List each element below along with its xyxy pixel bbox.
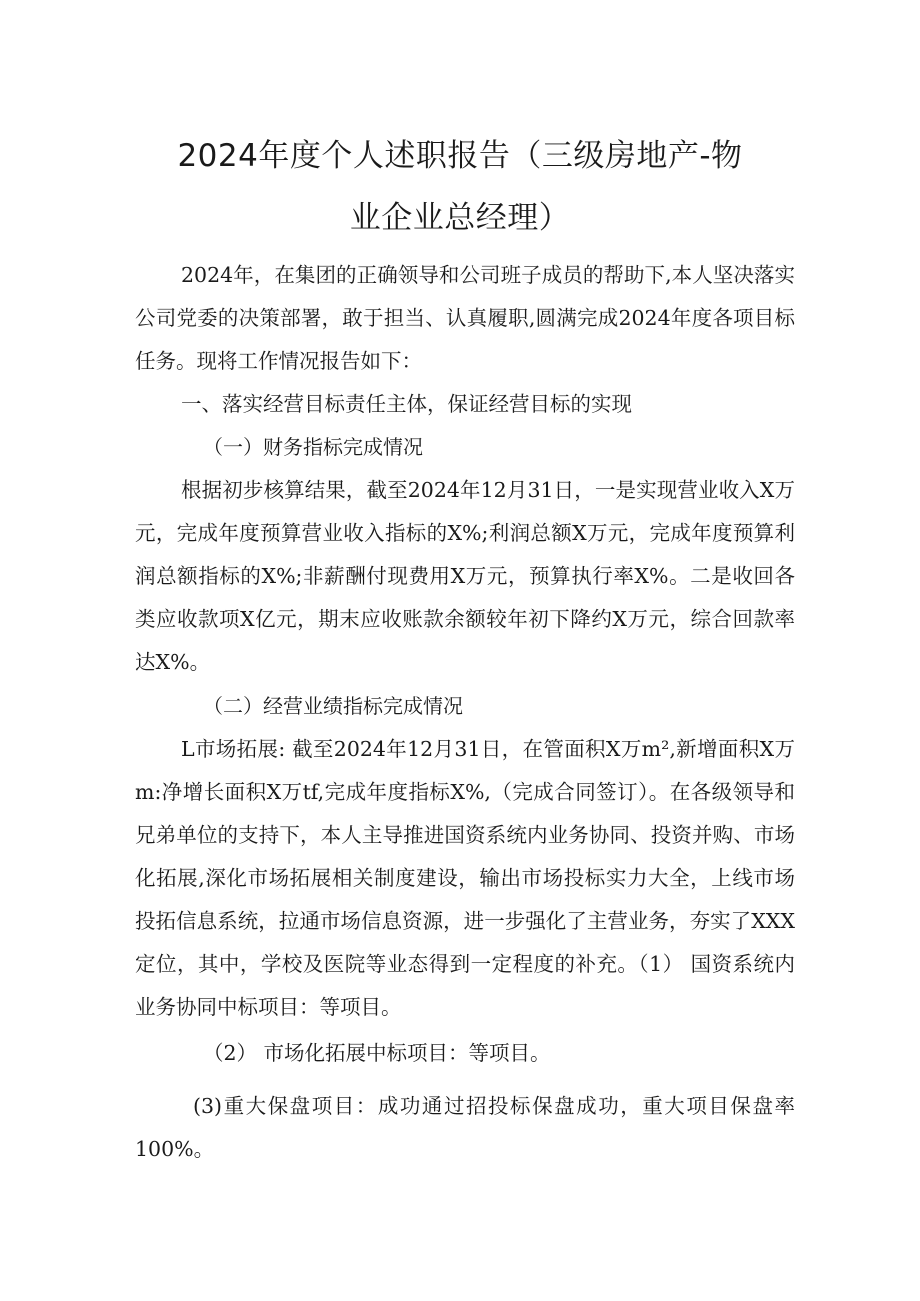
section-1-heading: 一、落实经营目标责任主体，保证经营目标的实现: [181, 392, 632, 416]
document-title-line-1: 2024年度个人述职报告（三级房地产-物: [177, 138, 743, 174]
subsection-1-heading: （一）财务指标完成情况: [203, 435, 423, 459]
intro-paragraph: 2024年，在集团的正确领导和公司班子成员的帮助下,本人坚决落实公司党委的决策部署，敢于担当、认真履职,圆满完成2024年度各项目标任务。现将工作情况报告如下：: [135, 263, 795, 373]
item-2-paragraph: （2） 市场化拓展中标项目：等项目。: [203, 1041, 551, 1065]
market-expansion-paragraph: L市场拓展: 截至2024年12月31日，在管面积X万m²,新增面积X万m:净增长面积X万tf,完成年度指标X%,（完成合同签订）。在各级领导和兄弟单位的支持下，本人主导推进国资系统内业务协同、投资并购、市场化拓展,深化市场拓展相关制度建设，输出市场投标实力大全，上线市场投拓信息系统，拉通市场信息资源，进一步强化了主营业务，夯实了XXX定位，其中，学校及医院等业态得到一定程度的补充。（1） 国资系统内业务协同中标项目：等项目。: [135, 737, 795, 1019]
subsection-2-heading: （二）经营业绩指标完成情况: [203, 694, 463, 718]
document-title-line-2: 业企业总经理）: [349, 200, 571, 236]
item-3-paragraph: (3)重大保盘项目：成功通过招投标保盘成功，重大项目保盘率100%。: [135, 1094, 795, 1161]
financial-indicators-paragraph: 根据初步核算结果，截至2024年12月31日，一是实现营业收入X万元，完成年度预算营业收入指标的X%;利润总额X万元，完成年度预算利润总额指标的X%;非薪酬付现费用X万元，预算执行率X%。二是收回各类应收款项X亿元，期末应收账款余额较年初下降约X万元，综合回款率达X%。: [135, 478, 795, 674]
